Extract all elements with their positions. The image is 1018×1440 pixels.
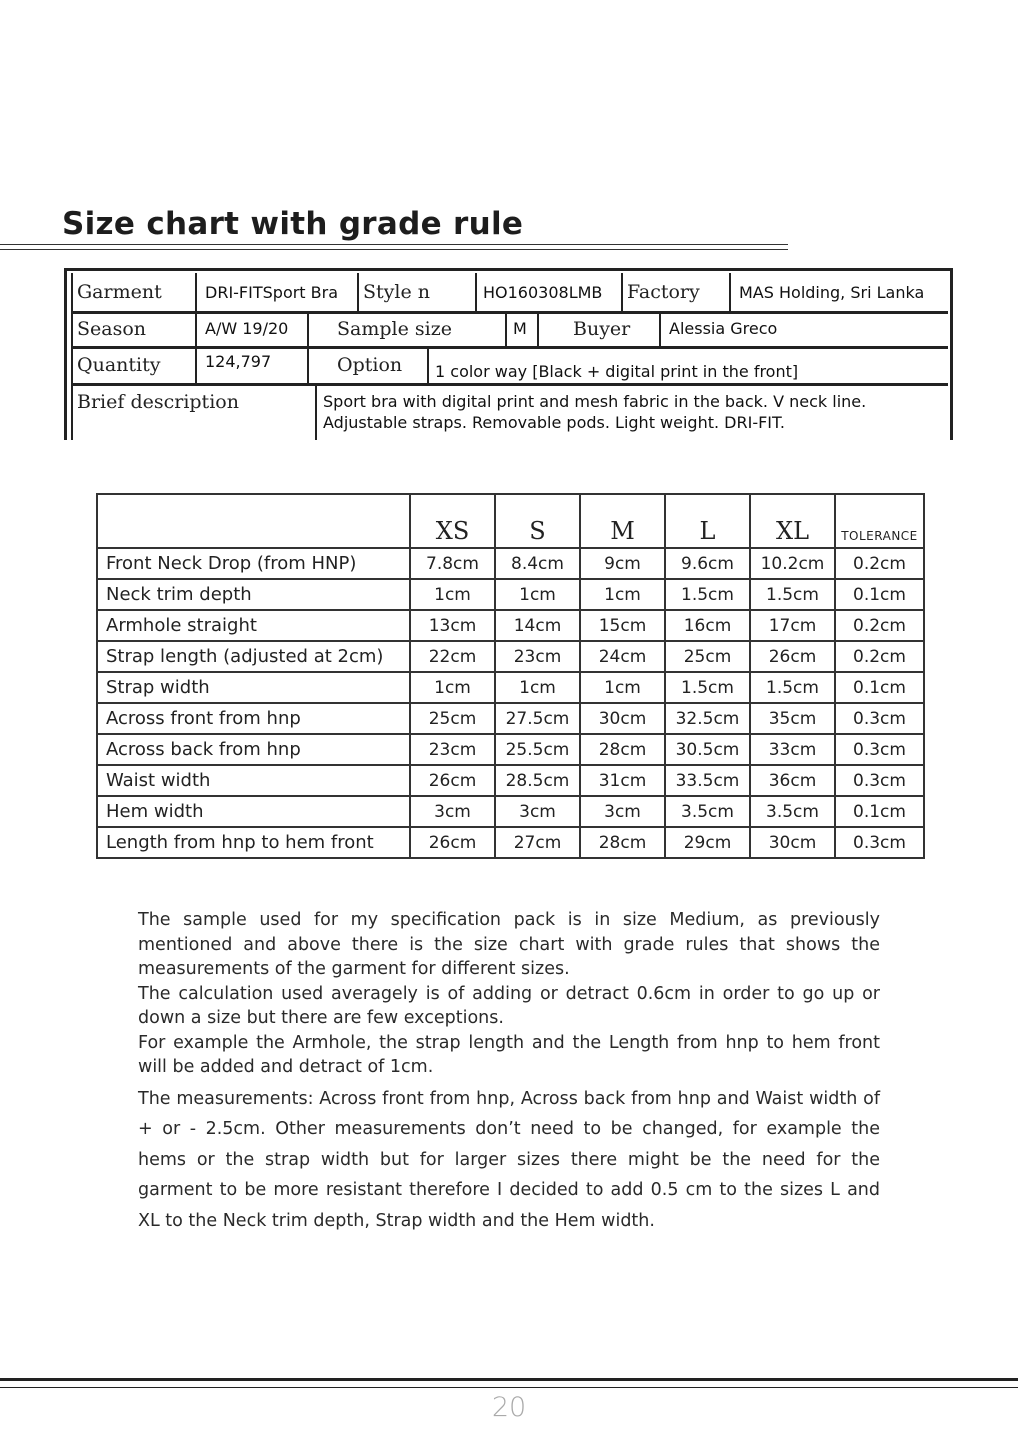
measurement-value: 1cm xyxy=(410,672,495,703)
measurement-value: 9cm xyxy=(580,548,665,579)
table-row xyxy=(97,610,924,641)
col-header-s: S xyxy=(495,494,580,548)
info-row-quantity xyxy=(73,346,948,386)
table-row xyxy=(97,641,924,672)
measurement-value: 13cm xyxy=(410,610,495,641)
info-row-garment xyxy=(73,273,948,314)
style-label: Style n xyxy=(359,273,477,311)
measurement-value: 1cm xyxy=(495,672,580,703)
measurement-value: 1.5cm xyxy=(750,579,835,610)
measurement-value: 25cm xyxy=(665,641,750,672)
measurement-value: 22cm xyxy=(410,641,495,672)
measurement-value: 7.8cm xyxy=(410,548,495,579)
measurement-value: 0.3cm xyxy=(835,827,924,858)
footer-rule xyxy=(0,1378,1018,1388)
quantity-label: Quantity xyxy=(73,346,197,383)
measurement-value: 15cm xyxy=(580,610,665,641)
measurement-value: 0.1cm xyxy=(835,579,924,610)
brief-line-1: Sport bra with digital print and mesh fabric in the back. V neck line. xyxy=(323,391,867,411)
measurement-value: 0.1cm xyxy=(835,796,924,827)
col-header-m: M xyxy=(580,494,665,548)
season-label: Season xyxy=(73,311,197,346)
measurement-value: 1.5cm xyxy=(665,672,750,703)
measurement-value: 1cm xyxy=(580,672,665,703)
measurement-value: 1.5cm xyxy=(750,672,835,703)
size-chart-table xyxy=(96,493,925,859)
col-header-xs: XS xyxy=(410,494,495,548)
col-header-l: L xyxy=(665,494,750,548)
measurement-value: 26cm xyxy=(750,641,835,672)
measurement-value: 3.5cm xyxy=(750,796,835,827)
paragraph-1: The sample used for my specification pack is in size Medium, as previously mentioned and above there is the size chart with grade rules that shows the measurements of the garment for different sizes. xyxy=(138,910,880,979)
measurement-label: Across front from hnp xyxy=(97,703,410,734)
measurement-label: Front Neck Drop (from HNP) xyxy=(97,548,410,579)
style-value: HO160308LMB xyxy=(477,273,623,311)
table-row xyxy=(97,765,924,796)
measurement-value: 28cm xyxy=(580,734,665,765)
paragraph-2: The calculation used averagely is of adding or detract 0.6cm in order to go up or down a size but there are few exceptions. xyxy=(138,983,880,1028)
table-row xyxy=(97,734,924,765)
info-row-brief xyxy=(73,383,948,440)
buyer-label: Buyer xyxy=(539,311,661,346)
measurement-label: Hem width xyxy=(97,796,410,827)
measurement-value: 1cm xyxy=(580,579,665,610)
paragraph-4: The measurements: Across front from hnp, Across back from hnp and Waist width of + or - 2.5cm. Other measurements don’t need to be changed, for example the hems or the strap width but for larger sizes there might be the need for the garment to be more resistant therefore I decided to add 0.5 cm to the sizes L and XL to the Neck trim depth, Strap width and the Hem width. xyxy=(138,1088,880,1231)
measurement-label: Neck trim depth xyxy=(97,579,410,610)
measurement-value: 16cm xyxy=(665,610,750,641)
measurement-value: 30cm xyxy=(750,827,835,858)
table-row xyxy=(97,827,924,858)
measurement-value: 8.4cm xyxy=(495,548,580,579)
measurement-value: 27.5cm xyxy=(495,703,580,734)
measurement-value: 36cm xyxy=(750,765,835,796)
col-header-tolerance: TOLERANCE xyxy=(835,494,924,548)
measurement-label: Strap length (adjusted at 2cm) xyxy=(97,641,410,672)
option-value: 1 color way [Black + digital print in the front] xyxy=(429,346,953,383)
table-row xyxy=(97,796,924,827)
measurement-value: 0.2cm xyxy=(835,641,924,672)
brief-description-label: Brief description xyxy=(73,383,317,440)
measurement-value: 3cm xyxy=(410,796,495,827)
measurement-value: 28.5cm xyxy=(495,765,580,796)
measurement-value: 31cm xyxy=(580,765,665,796)
garment-label: Garment xyxy=(73,273,197,311)
measurement-value: 24cm xyxy=(580,641,665,672)
table-row xyxy=(97,703,924,734)
measurement-value: 26cm xyxy=(410,765,495,796)
table-row xyxy=(97,548,924,579)
measurement-value: 28cm xyxy=(580,827,665,858)
measurement-value: 25cm xyxy=(410,703,495,734)
measurement-value: 0.1cm xyxy=(835,672,924,703)
measurement-label: Armhole straight xyxy=(97,610,410,641)
measurement-value: 17cm xyxy=(750,610,835,641)
measurement-value: 3.5cm xyxy=(665,796,750,827)
paragraph-3: For example the Armhole, the strap length and the Length from hnp to hem front will be added and detract of 1cm. xyxy=(138,1032,880,1077)
measurement-value: 9.6cm xyxy=(665,548,750,579)
measurement-value: 3cm xyxy=(495,796,580,827)
header-blank xyxy=(97,494,410,548)
measurement-label: Length from hnp to hem front xyxy=(97,827,410,858)
measurement-value: 1cm xyxy=(410,579,495,610)
measurement-value: 0.3cm xyxy=(835,734,924,765)
season-value: A/W 19/20 xyxy=(197,311,309,346)
measurement-value: 33cm xyxy=(750,734,835,765)
measurement-value: 32.5cm xyxy=(665,703,750,734)
measurement-value: 27cm xyxy=(495,827,580,858)
measurement-value: 30.5cm xyxy=(665,734,750,765)
size-chart-header-row xyxy=(97,494,924,548)
brief-description-value xyxy=(317,383,953,440)
measurement-value: 10.2cm xyxy=(750,548,835,579)
measurement-value: 33.5cm xyxy=(665,765,750,796)
measurement-value: 1.5cm xyxy=(665,579,750,610)
measurement-value: 30cm xyxy=(580,703,665,734)
measurement-value: 23cm xyxy=(495,641,580,672)
measurement-value: 0.3cm xyxy=(835,765,924,796)
col-header-xl: XL xyxy=(750,494,835,548)
measurement-value: 0.3cm xyxy=(835,703,924,734)
measurement-value: 3cm xyxy=(580,796,665,827)
buyer-value: Alessia Greco xyxy=(669,319,778,338)
measurement-value: 0.2cm xyxy=(835,548,924,579)
sample-size-value: M xyxy=(507,311,539,346)
measurement-value: 35cm xyxy=(750,703,835,734)
measurement-value: 0.2cm xyxy=(835,610,924,641)
option-label: Option xyxy=(309,346,429,383)
measurement-label: Strap width xyxy=(97,672,410,703)
table-row xyxy=(97,579,924,610)
info-row-season xyxy=(73,311,948,349)
table-row xyxy=(97,672,924,703)
garment-value: DRI-FITSport Bra xyxy=(197,273,359,311)
page-number: 20 xyxy=(491,1392,527,1423)
measurement-value: 25.5cm xyxy=(495,734,580,765)
factory-label: Factory xyxy=(623,273,731,311)
page-title: Size chart with grade rule xyxy=(62,206,524,242)
measurement-value: 14cm xyxy=(495,610,580,641)
measurement-value: 23cm xyxy=(410,734,495,765)
measurement-label: Waist width xyxy=(97,765,410,796)
title-underline xyxy=(0,244,788,250)
explanation-text xyxy=(138,908,880,1236)
measurement-value: 26cm xyxy=(410,827,495,858)
quantity-value: 124,797 xyxy=(197,346,309,383)
measurement-value: 1cm xyxy=(495,579,580,610)
measurement-label: Across back from hnp xyxy=(97,734,410,765)
factory-value: MAS Holding, Sri Lanka xyxy=(731,273,953,311)
brief-line-2: Adjustable straps. Removable pods. Light weight. DRI-FIT. xyxy=(323,412,785,432)
sample-size-label: Sample size xyxy=(309,311,507,346)
garment-info-box xyxy=(64,268,953,440)
measurement-value: 29cm xyxy=(665,827,750,858)
